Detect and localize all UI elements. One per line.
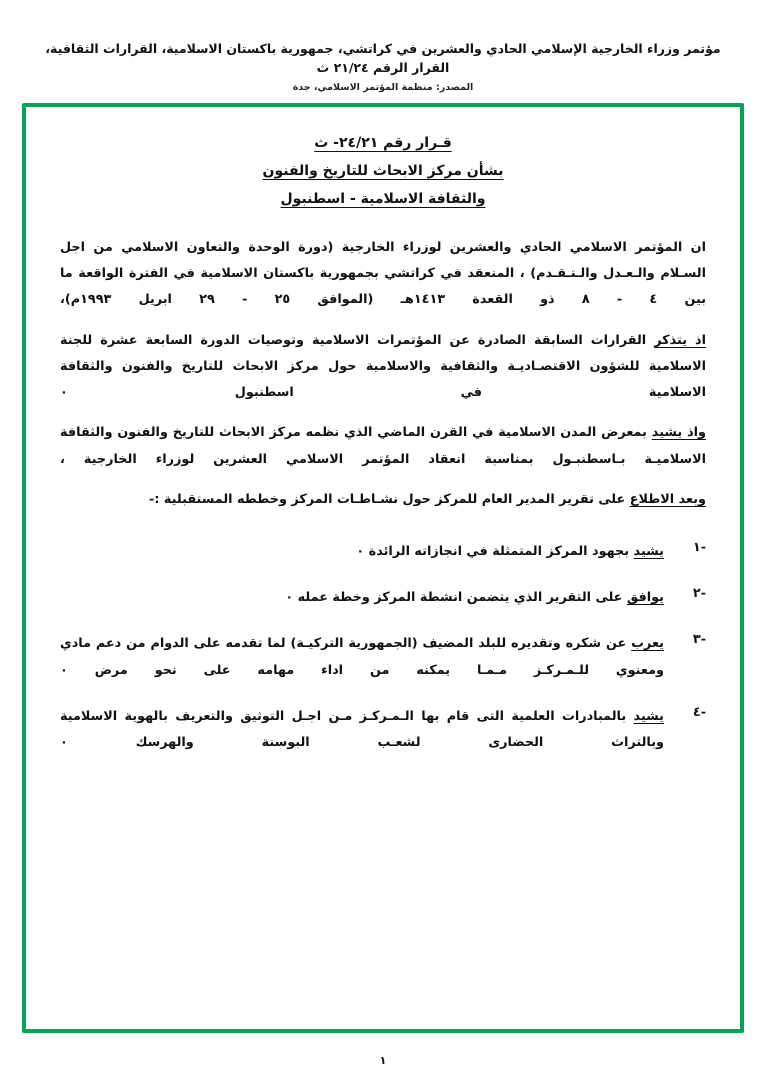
list-item-body: [60, 539, 664, 565]
green-border-frame: [22, 103, 744, 1033]
resolution-subject-line-1: بشأن مركز الابحاث للتاريخ والفنون: [262, 163, 504, 179]
list-item: [60, 539, 706, 565]
paragraph-preamble: [60, 235, 706, 314]
page-number: ١: [379, 1054, 387, 1067]
list-item-keyword: يشيد: [633, 543, 664, 559]
header-source: المصدر: منظمة المؤتمر الاسلامي، جدة: [292, 81, 474, 93]
paragraph-commending-text: بمعرض المدن الاسلامية في القرن الماضي الذي نظمه مركز الابحاث للتاريخ والفنون والثقافة الاسلاميـة بـاسطنبـول بمناسبة انعقاد المؤتمر الاسلامي العشرين لوزراء الخارجية ،: [60, 425, 706, 467]
list-item-body: [60, 631, 664, 683]
paragraph-recalling: [60, 328, 706, 407]
paragraph-commending: [60, 420, 706, 472]
list-item: [60, 704, 706, 756]
list-item-number: -١: [692, 539, 706, 555]
document-body: [26, 107, 740, 1029]
list-item-number: -٢: [692, 586, 706, 602]
list-item-text: بجهود المركز المتمثلة في انجازاته الرائدة ٠: [356, 543, 634, 559]
list-item: [60, 585, 706, 611]
list-item-text: بالمبادرات العلمية التى قام بها الـمـركـز مـن اجـل التوثيق والتعريف بالهوية الاسلامية وبالتراث الحضارى لشعـب البوسنة والهرسك ٠: [60, 708, 664, 751]
resolution-number: قـرار رقم ٢٤/٢١- ث: [314, 135, 452, 151]
paragraph-recalling-text: القرارات السابقة الصادرة عن المؤتمرات الاسلامية وتوصيات الدورة السابعة عشرة للجنة الاسلامية للشؤون الاقتصـاديـة والثقافية والاسلامية حول مركز الابحاث للتاريخ والفنون والثقافة الاسلامية في اسطنبول ٠: [60, 332, 706, 401]
paragraph-having-reviewed-text: على تقرير المدير العام للمركز حول نشـاطـات المركز وخططه المستقبلية :-: [149, 491, 630, 507]
list-item-number: -٤: [692, 704, 706, 720]
list-item-keyword: يشيد: [633, 708, 664, 724]
resolution-items-list: [60, 539, 706, 756]
list-item-keyword: يعرب: [631, 636, 664, 652]
list-item-body: [60, 704, 664, 756]
list-item-body: [60, 585, 664, 611]
list-item-text: على التقرير الذي يتضمن انشطة المركز وخطة عمله ٠: [285, 590, 627, 606]
keyword-having-reviewed: وبعد الاطلاع: [629, 491, 706, 507]
paragraph-having-reviewed: [60, 487, 706, 513]
keyword-recalling: اذ يتذكر: [654, 332, 706, 348]
header-title: مؤتمر وزراء الخارجية الإسلامي الحادي والعشرين في كراتشي، جمهورية باكستان الاسلامية، القرارات الثقافية، القرار الرقم ٢١/٢٤ ث: [45, 41, 721, 75]
resolution-subject-line-2: والثقافة الاسلامية - اسطنبول: [280, 191, 486, 207]
list-item: [60, 631, 706, 683]
list-item-text: عن شكره وتقديره للبلد المضيف (الجمهورية التركيـة) لما تقدمه على الدوام من دعم مادي ومعنوي للـمـركـز مـمـا يمكنه من اداء مهامه على نحو مرض ٠: [60, 636, 664, 678]
list-item-keyword: يوافق: [626, 590, 664, 606]
paragraph-preamble-text: ان المؤتمر الاسلامي الحادي والعشرين لوزراء الخارجية (دورة الوحدة والتعاون الاسلامي من اجل السـلام والـعـدل والـتـقـدم) ، المنعقد في كراتشي بجمهورية باكستان الاسلامية في الفترة الواقعة ما بين ٤ - ٨ ذو القعدة ١٤١٣هـ (الموافق ٢٥ - ٢٩ ابريل ١٩٩٣م)،: [60, 240, 706, 308]
list-item-number: -٣: [692, 632, 706, 648]
keyword-commending: واذ يشيد: [651, 425, 706, 441]
document-header: [0, 0, 766, 93]
resolution-title-block: [60, 129, 706, 213]
